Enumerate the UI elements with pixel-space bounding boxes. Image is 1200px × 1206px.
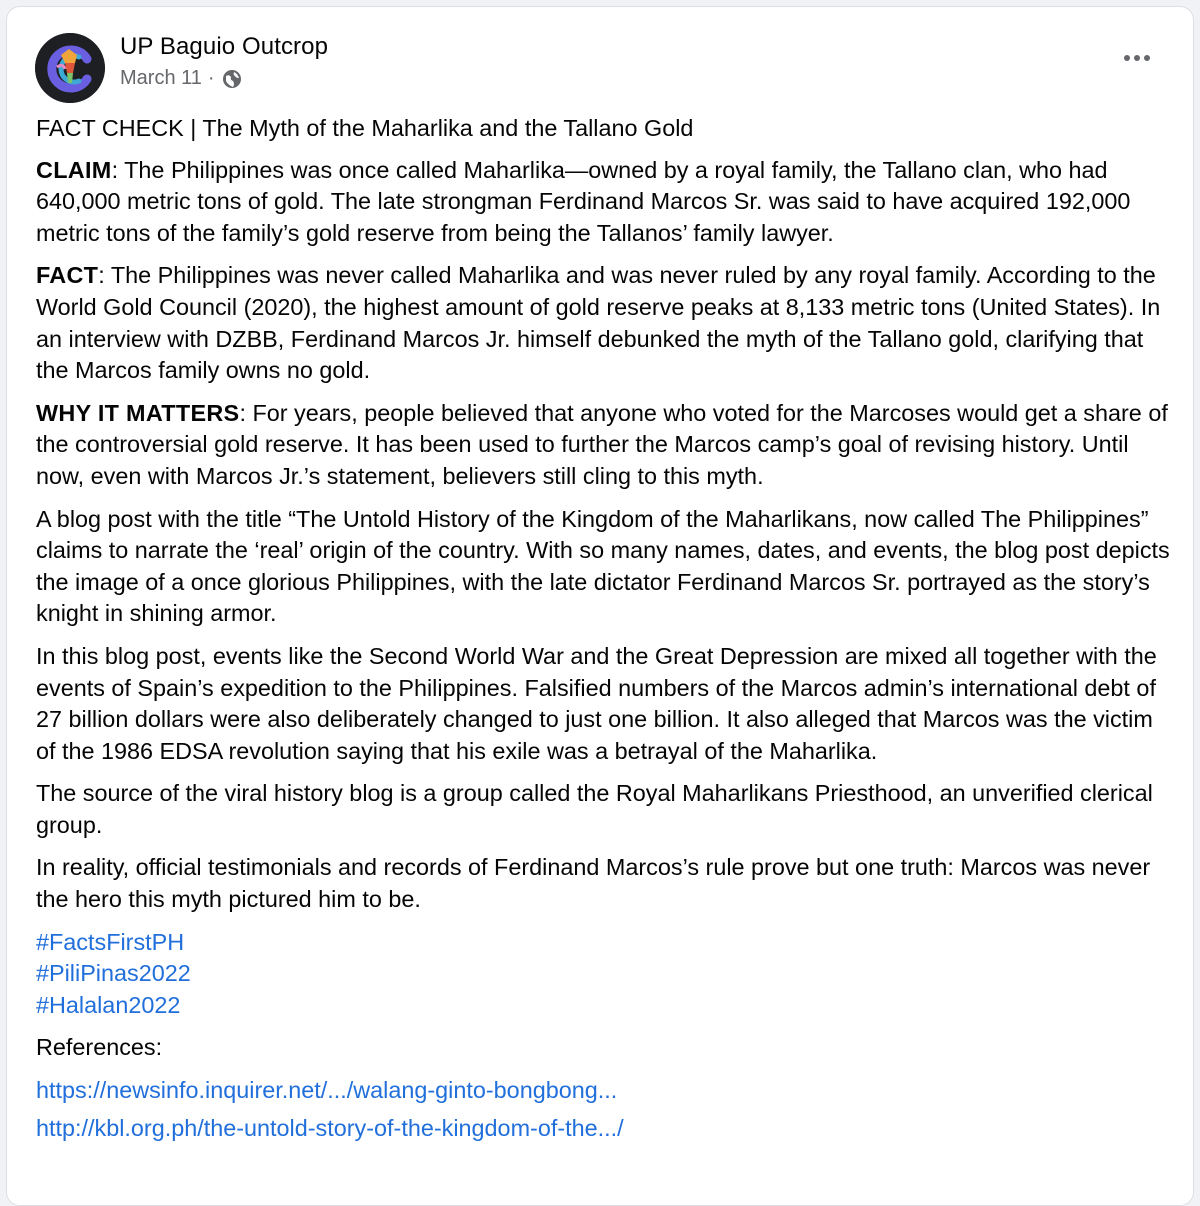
dot-icon bbox=[1124, 55, 1130, 61]
body-paragraph: In reality, official testimonials and records of Ferdinand Marcos’s rule prove but one truth: Marcos was never the hero this myth pictured him to be. bbox=[36, 854, 1151, 913]
outcrop-logo-icon bbox=[35, 33, 105, 103]
more-options-button[interactable] bbox=[1115, 43, 1159, 73]
why-text: : For years, people believed that anyone who voted for the Marcoses would get a share of the controversial gold reserve. It has been used to further the Marcos camp’s goal of revising history. Until now, even with Marcos Jr.’s statement, believers still cling to this myth. bbox=[36, 399, 1168, 489]
why-label: WHY IT MATTERS bbox=[36, 399, 240, 426]
body-paragraph: In this blog post, events like the Second World War and the Great Depression are mixed all together with the events of Spain’s expedition to the Philippines. Falsified numbers of the Marcos admin’s international debt of 27 billion dollars were also deliberately changed to just one billion. It also alleged that Marcos was the victim of the 1986 EDSA revolution saying that his exile was a betrayal of the Maharlika. bbox=[36, 642, 1157, 764]
body-paragraph: The source of the viral history blog is a group called the Royal Maharlikans Priesthood, an unverified clerical group. bbox=[36, 780, 1153, 838]
reference-link[interactable]: http://kbl.org.ph/the-untold-story-of-the-kingdom-of-the.../ bbox=[36, 1114, 624, 1141]
fact-paragraph bbox=[36, 260, 1171, 386]
post-meta bbox=[120, 67, 243, 90]
claim-paragraph bbox=[36, 155, 1171, 250]
fact-text: : The Philippines was never called Maharlika and was never ruled by any royal family. According to the World Gold Council (2020), the highest amount of gold reserve peaks at 8,133 metric tons (United States). In an interview with DZBB, Ferdinand Marcos Jr. himself debunked the myth of the Tallano gold, clarifying that the Marcos family owns no gold. bbox=[36, 262, 1161, 384]
hashtag-link[interactable]: #PiliPinas2022 bbox=[36, 960, 191, 987]
references bbox=[36, 1032, 1171, 1144]
post-header bbox=[35, 31, 1165, 105]
dot-icon bbox=[1134, 55, 1140, 61]
page-avatar[interactable] bbox=[35, 33, 105, 103]
post-date[interactable]: March 11 bbox=[120, 67, 202, 89]
references-label: References: bbox=[36, 1034, 163, 1061]
post-body bbox=[36, 113, 1171, 1150]
claim-text: : The Philippines was once called Maharlika—owned by a royal family, the Tallano clan, who had 640,000 metric tons of gold. The late strongman Ferdinand Marcos Sr. was said to have acquired 192,000 metric tons of the family’s gold reserve from being the Tallanos’ family lawyer. bbox=[36, 156, 1131, 246]
hashtag-link[interactable]: #Halalan2022 bbox=[36, 991, 181, 1018]
post-title: FACT CHECK | The Myth of the Maharlika and the Tallano Gold bbox=[36, 115, 694, 141]
globe-icon bbox=[221, 68, 243, 90]
dot-icon bbox=[1144, 55, 1150, 61]
meta-separator: · bbox=[207, 67, 215, 89]
hashtags bbox=[36, 927, 1171, 1022]
page-name[interactable]: UP Baguio Outcrop bbox=[120, 33, 329, 60]
reference-link[interactable]: https://newsinfo.inquirer.net/.../walang-ginto-bongbong... bbox=[36, 1077, 618, 1104]
hashtag-link[interactable]: #FactsFirstPH bbox=[36, 928, 185, 955]
post-card bbox=[6, 6, 1194, 1206]
why-it-matters-paragraph bbox=[36, 398, 1171, 493]
claim-label: CLAIM bbox=[36, 156, 112, 183]
body-paragraph: A blog post with the title “The Untold History of the Kingdom of the Maharlikans, now called The Philippines” claims to narrate the ‘real’ origin of the country. With so many names, dates, and events, the blog post depicts the image of a once glorious Philippines, with the late dictator Ferdinand Marcos Sr. portrayed as the story’s knight in shining armor. bbox=[36, 505, 1170, 627]
fact-label: FACT bbox=[36, 262, 99, 289]
